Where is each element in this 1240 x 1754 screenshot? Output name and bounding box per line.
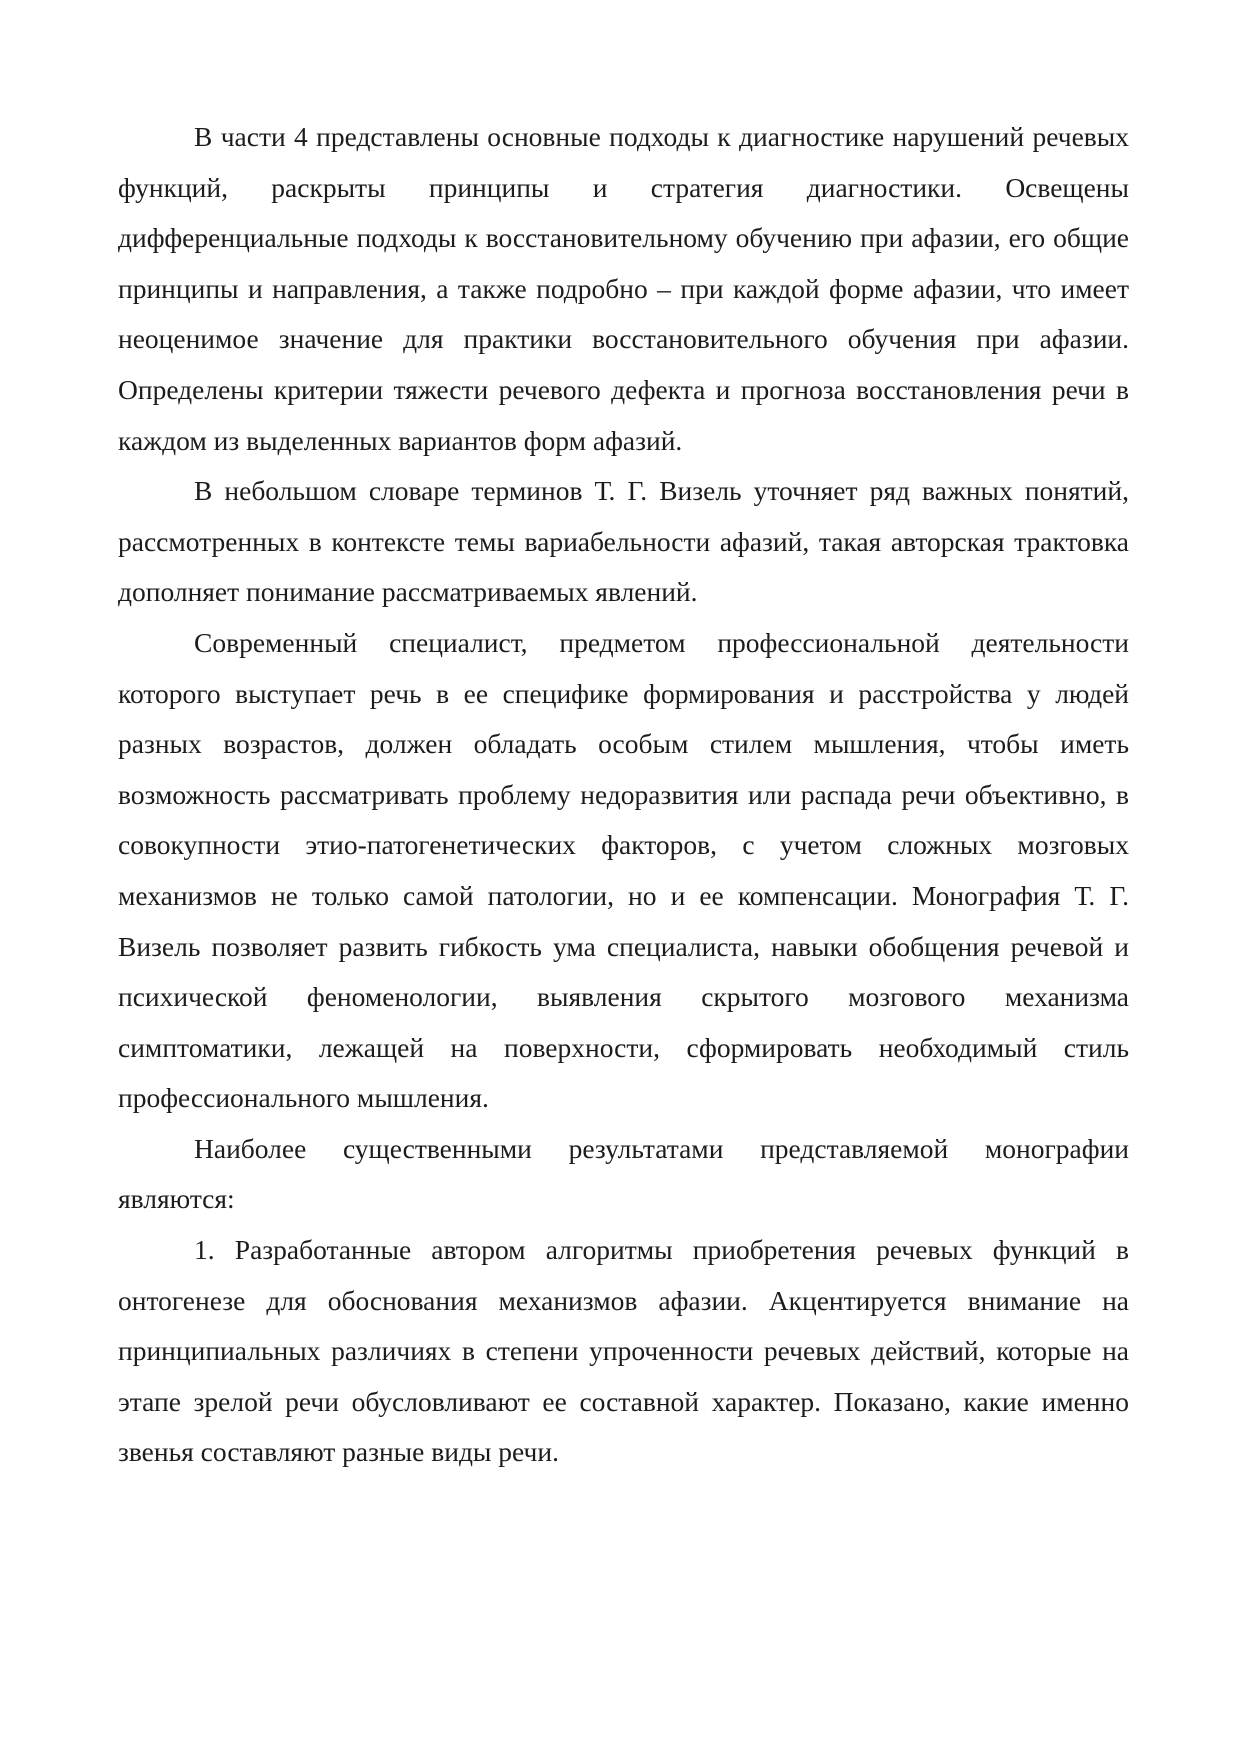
paragraph-glossary: В небольшом словаре терминов Т. Г. Визель уточняет ряд важных понятий, рассмотренных в контексте темы вариабельности афазий, такая авторская трактовка дополняет понимание рассматриваемых явлений. bbox=[118, 475, 1129, 608]
paragraph-result-1: 1. Разработанные автором алгоритмы приобретения речевых функций в онтогенезе для обоснования механизмов афазии. Акцентируется внимание на принципиальных различиях в степени упроченности речевых действий, которые на этапе зрелой речи обусловливают ее составной характер. Показано, какие именно звенья составляют разные виды речи. bbox=[118, 1234, 1129, 1468]
document-page bbox=[118, 112, 1129, 1478]
paragraph-results-intro: Наиболее существенными результатами представляемой монографии являются: bbox=[118, 1132, 1129, 1215]
paragraph-diagnostics: В части 4 представлены основные подходы к диагностике нарушений речевых функций, раскрыты принципы и стратегия диагностики. Освещены дифференциальные подходы к восстановительному обучению при афазии, его общие принципы и направления, а также подробно – при каждой форме афазии, что имеет неоценимое значение для практики восстановительного обучения при афазии. Определены критерии тяжести речевого дефекта и прогноза восстановления речи в каждом из выделенных вариантов форм афазий. bbox=[118, 121, 1129, 456]
paragraph-specialist: Современный специалист, предметом профессиональной деятельности которого выступает речь в ее специфике формирования и расстройства у людей разных возрастов, должен обладать особым стилем мышления, чтобы иметь возможность рассматривать проблему недоразвития или распада речи объективно, в совокупности этио-патогенетических факторов, с учетом сложных мозговых механизмов не только самой патологии, но и ее компенсации. Монография Т. Г. Визель позволяет развить гибкость ума специалиста, навыки обобщения речевой и психической феноменологии, выявления скрытого мозгового механизма симптоматики, лежащей на поверхности, сформировать необходимый стиль профессионального мышления. bbox=[118, 626, 1129, 1114]
